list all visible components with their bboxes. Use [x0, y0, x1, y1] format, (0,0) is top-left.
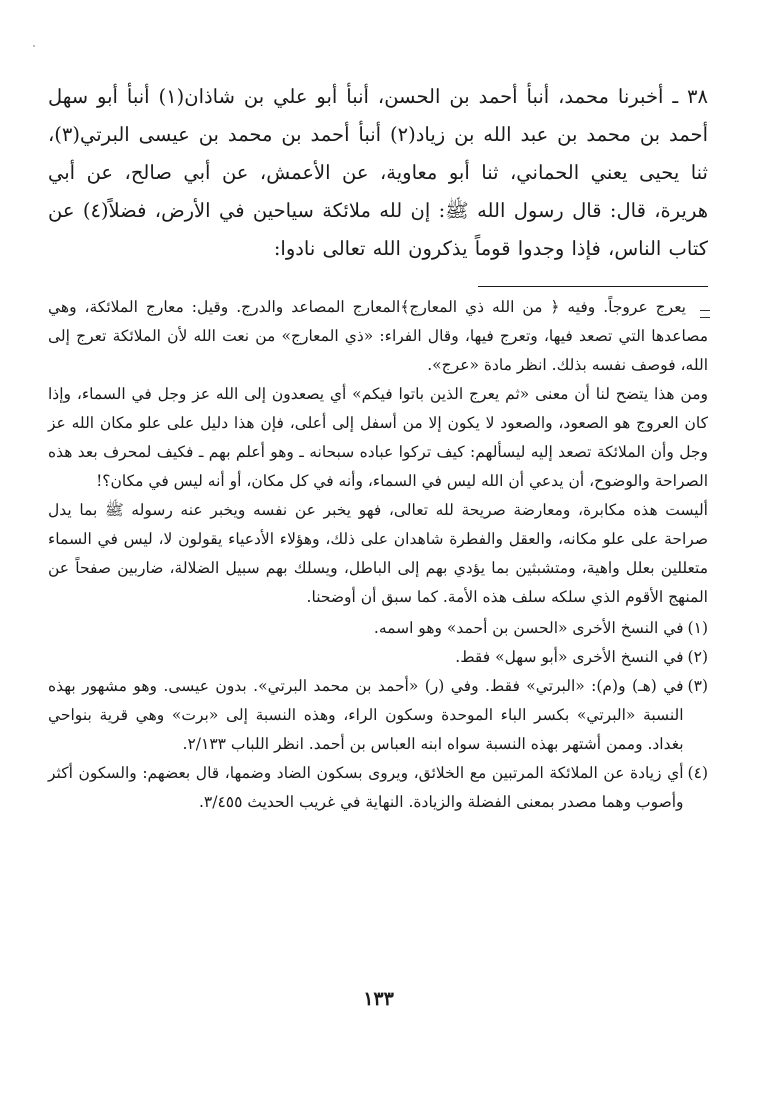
footnote-text: أي زيادة عن الملائكة المرتبين مع الخلائق، ويروى بسكون الضاد وضمها، قال بعضهم: والسكون أكثر وأصوب وهما مصدر بمعنى الفضلة والزيادة. النهاية في غريب الحديث ٣/٤٥٥. — [48, 764, 684, 811]
footnote-number: (٤) — [687, 764, 708, 782]
footnote-text: في النسخ الأخرى «أبو سهل» فقط. — [455, 648, 684, 666]
page-body — [48, 78, 708, 817]
gloss-paragraph: يعرج عروجاً. وفيه ﴿ من الله ذي المعارج﴾المعارج المصاعد والدرج. وقيل: معارج الملائكة، وهي مصاعدها التي تصعد فيها، وتعرج فيها، وقال الفراء: «ذي المعارج» من نعت الله لأن الملائكة تعرج إلى الله، فوصف نفسه بذلك. انظر مادة «عرج». — [48, 298, 708, 374]
footnote-continuation — [48, 293, 708, 612]
gloss-paragraph: ومن هذا يتضح لنا أن معنى «ثم يعرج الذين باتوا فيكم» أي يصعدون إلى الله عز وجل في السماء، وإذا كان العروج هو الصعود، والصعود لا يكون إلا من أسفل إلى أعلى، فإن هذا دليل على علو مكان الله عز وجل وأن الملائكة تصعد إليه ليسألهم: كيف تركوا عباده سبحانه ـ وهو أعلم بهم ـ فكيف لمحرف بعد هذه الصراحة والوضوح، أن يدعي أن الله ليس في السماء، وأنه في كل مكان، أو أنه ليس في مكان؟! — [48, 385, 708, 490]
footnote-text: في (هـ) و(م): «البرتي» فقط. وفي (ر) «أحمد بن محمد البرتي». بدون عيسى. وهو مشهور بهذه النسبة «البرتي» بكسر الباء الموحدة وسكون الراء، وهذه النسبة إلى «برت» وهي قرية بنواحي بغداد. وممن أشتهر بهذه النسبة سواه ابنه العباس بن أحمد. انظر اللباب ٢/١٣٣. — [48, 677, 684, 753]
hadith-text: ٣٨ ـ أخبرنا محمد، أنبأ أحمد بن الحسن، أنبأ أبو علي بن شاذان(١) أنبأ أبو سهل أحمد بن محمد بن عبد الله بن زياد(٢) أنبأ أحمد بن محمد بن عيسى البرتي(٣)، ثنا يحيى يعني الحماني، ثنا أبو معاوية، عن الأعمش، عن أبي صالح، عن أبي هريرة، قال: قال رسول الله ﷺ: إن لله ملائكة سياحين في الأرض، فضلاً(٤) عن كتاب الناس، فإذا وجدوا قوماً يذكرون الله تعالى نادوا: — [48, 85, 708, 260]
footnote-separator — [478, 286, 708, 287]
footnote-item — [48, 672, 708, 759]
footnote-item — [48, 643, 708, 672]
gloss-paragraph: أليست هذه مكابرة، ومعارضة صريحة لله تعالى، فهو يخبر عن نفسه ويخبر عنه رسوله ﷺ بما يدل صراحة على علو مكانه، والعقل والفطرة شاهدان على ذلك، وهؤلاء الأدعياء يقولون لا، ليس في السماء متعللين بعلل واهية، ومتشبثين بما يؤدي بهم إلى الباطل، ويسلك بهم سبيل الضلالة، ضاربين صفحاً عن المنهج الأقوم الذي سلكه سلف هذه الأمة. كما سبق أن أوضحنا. — [48, 501, 708, 606]
footnote-number: (٣) — [687, 677, 708, 695]
page-number: ١٣٣ — [363, 988, 394, 1010]
footnote-number: (٢) — [687, 648, 708, 666]
footnote-text: في النسخ الأخرى «الحسن بن أحمد» وهو اسمه. — [373, 619, 684, 637]
footnote-item — [48, 614, 708, 643]
margin-equals-mark — [700, 310, 710, 318]
footnote-number: (١) — [687, 619, 708, 637]
footnote-item — [48, 759, 708, 817]
footnotes-list — [48, 614, 708, 817]
scan-speck — [33, 45, 35, 47]
